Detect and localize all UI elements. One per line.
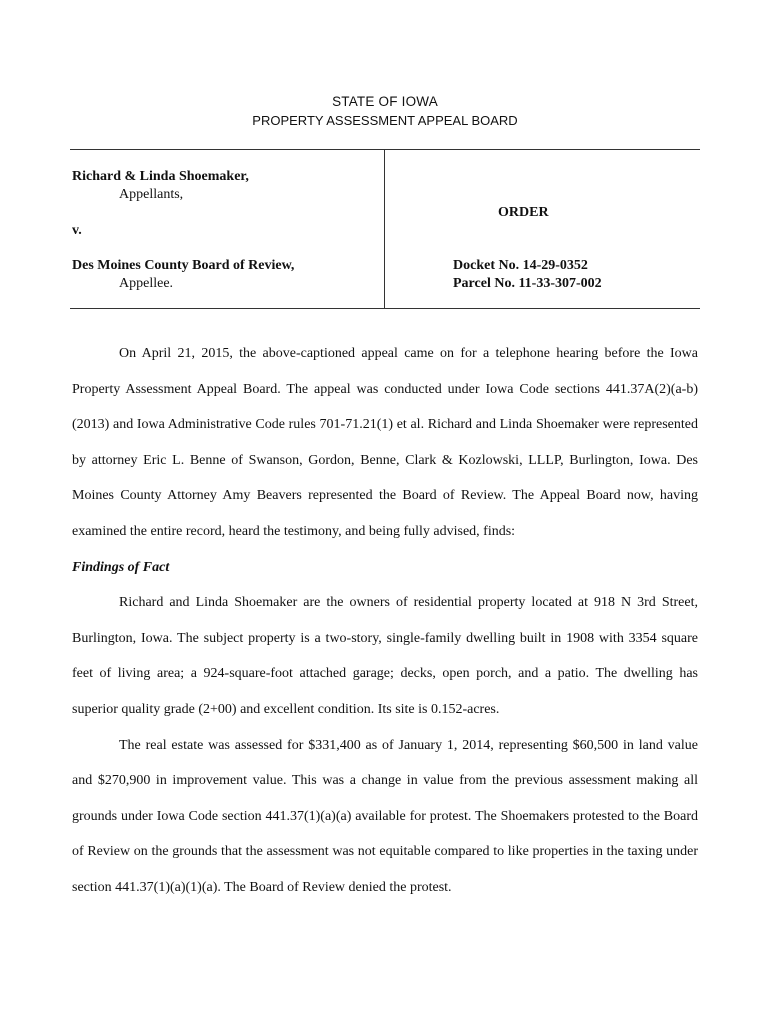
findings-paragraph-1: Richard and Linda Shoemaker are the owners of residential property located at 918 N 3rd Street, Burlington, Iowa. The subject property is a two-story, single-family dwelling built in 1908 with 3354 square feet of living area; a 924-square-foot attached garage; decks, open porch, and a patio. The dwelling has superior quality grade (2+00) and excellent condition. Its site is 0.152-acres. <box>72 595 698 717</box>
parcel-number: Parcel No. 11-33-307-002 <box>453 276 602 291</box>
appellants-role: Appellants, <box>119 187 184 202</box>
state-heading: STATE OF IOWA <box>332 94 438 109</box>
intro-paragraph: On April 21, 2015, the above-captioned appeal came on for a telephone hearing before the Iowa Property Assessment Appeal Board. The appeal was conducted under Iowa Code sections 441.37A(2)(a-b) (2013) and Iowa Administrative Code rules 701-71.21(1) et al. Richard and Linda Shoemaker were represented by attorney Eric L. Benne of Swanson, Gordon, Benne, Clark & Kozlowski, LLLP, Burlington, Iowa. Des Moines County Attorney Amy Beavers represented the Board of Review. The Appeal Board now, having examined the entire record, heard the testimony, and being fully advised, finds: <box>72 346 698 539</box>
findings-paragraph-2: The real estate was assessed for $331,400 as of January 1, 2014, representing $60,500 in land value and $270,900 in improvement value. This was a change in value from the previous assessment making all grounds under Iowa Code section 441.37(1)(a)(a) available for protest. The Shoemakers protested to the Board of Review on the grounds that the assessment was not equitable compared to like properties in the taxing under section 441.37(1)(a)(1)(a). The Board of Review denied the protest. <box>72 737 698 895</box>
caption-bottom-rule <box>70 308 700 309</box>
versus-label: v. <box>72 223 82 238</box>
appellants-name: Richard & Linda Shoemaker, <box>72 169 249 184</box>
caption-divider <box>384 150 385 308</box>
order-body <box>72 336 698 906</box>
caption-top-rule <box>70 149 700 150</box>
appellee-name: Des Moines County Board of Review, <box>72 258 295 273</box>
order-title: ORDER <box>498 205 549 220</box>
docket-number: Docket No. 14-29-0352 <box>453 258 588 273</box>
board-heading: PROPERTY ASSESSMENT APPEAL BOARD <box>252 113 518 128</box>
appellee-role: Appellee. <box>119 276 174 291</box>
findings-heading: Findings of Fact <box>72 559 170 575</box>
